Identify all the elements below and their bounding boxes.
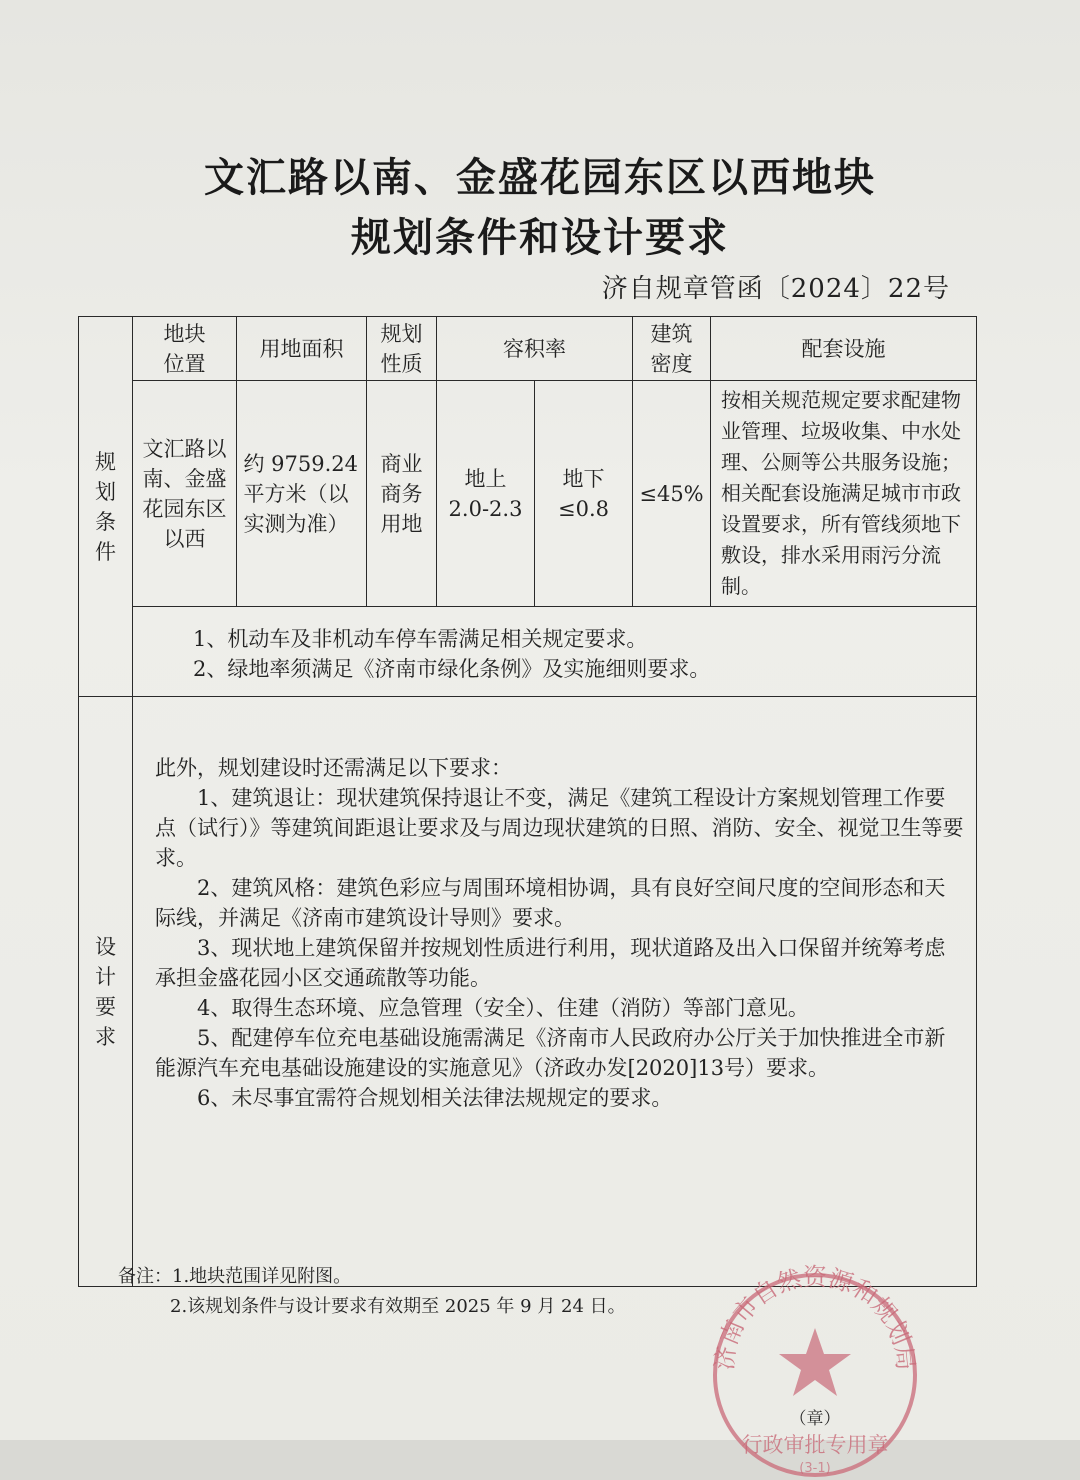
document-number: 济自规章管函〔2024〕22号 xyxy=(601,274,950,304)
header-location xyxy=(133,317,237,381)
condition-note-2: 2、绿地率须满足《济南市绿化条例》及实施细则要求。 xyxy=(193,656,711,681)
design-item-1: 1、建筑退让：现状建筑保持退让不变，满足《建筑工程设计方案规划管理工作要点（试行）》等建筑间距退让要求及与周边现状建筑的日照、消防、安全、视觉卫生等要求。 xyxy=(155,786,964,870)
footer-line-2: 2.该规划条件与设计要求有效期至 2025 年 9 月 24 日。 xyxy=(170,1296,626,1317)
header-far: 容积率 xyxy=(437,317,633,381)
header-nature-text: 规划性质 xyxy=(380,321,423,376)
condition-note-1: 1、机动车及非机动车停车需满足相关规定要求。 xyxy=(193,626,648,651)
header-area: 用地面积 xyxy=(237,317,367,381)
area-text: 约 9759.24 平方米（以实测为准） xyxy=(243,451,359,536)
cell-facilities: 按相关规范规定要求配建物业管理、垃圾收集、中水处理、公厕等公共服务设施；相关配套设施满足城市市政设置要求，所有管线须地下敷设，排水采用雨污分流制。 xyxy=(711,381,977,607)
planning-table xyxy=(78,316,977,1287)
seal-code: (3-1) xyxy=(799,1461,831,1476)
header-density xyxy=(633,317,711,381)
header-location-text: 地块位置 xyxy=(163,321,206,376)
design-intro: 此外，规划建设时还需满足以下要求： xyxy=(155,756,512,780)
design-item-6: 6、未尽事宜需符合规划相关法律法规规定的要求。 xyxy=(197,1086,673,1110)
official-seal xyxy=(700,1250,930,1480)
seal-arc-text: 济南市自然资源和规划局 xyxy=(710,1263,920,1372)
far-above-label: 地上 xyxy=(464,466,507,491)
far-below-value: ≤0.8 xyxy=(558,496,609,521)
conditions-notes xyxy=(133,607,977,697)
cell-nature xyxy=(367,381,437,607)
far-below-label: 地下 xyxy=(562,466,605,491)
design-item-5: 5、配建停车位充电基础设施需满足《济南市人民政府办公厅关于加快推进全市新能源汽车充电基础设施建设的实施意见》（济政办发[2020]13号）要求。 xyxy=(155,1026,946,1080)
seal-subtext: 行政审批专用章 xyxy=(741,1433,889,1457)
document-title-line1: 文汇路以南、金盛花园东区以西地块 xyxy=(204,154,876,201)
nature-text: 商业商务用地 xyxy=(380,451,423,536)
header-facilities: 配套设施 xyxy=(711,317,977,381)
cell-far-above xyxy=(437,381,535,607)
footer-line-1: 备注：1.地块范围详见附图。 xyxy=(118,1266,352,1287)
section1-label: 规划条件 xyxy=(95,449,116,564)
location-text: 文汇路以南、金盛花园东区以西 xyxy=(142,436,227,551)
cell-location xyxy=(133,381,237,607)
seal-center-text: （章） xyxy=(789,1409,841,1429)
design-item-3: 3、现状地上建筑保留并按规划性质进行利用，现状道路及出入口保留并统筹考虑承担金盛花园小区交通疏散等功能。 xyxy=(155,936,946,990)
cell-density: ≤45% xyxy=(633,381,711,607)
section-label-design xyxy=(79,697,133,1287)
design-requirements xyxy=(133,697,977,1287)
cell-far-below xyxy=(535,381,633,607)
header-nature xyxy=(367,317,437,381)
section2-label: 设计要求 xyxy=(95,934,116,1049)
far-above-value: 2.0-2.3 xyxy=(448,496,523,521)
document-title-line2: 规划条件和设计要求 xyxy=(351,214,729,261)
seal-star-icon xyxy=(779,1328,851,1396)
footer-notes xyxy=(118,1262,626,1322)
design-item-2: 2、建筑风格：建筑色彩应与周围环境相协调，具有良好空间尺度的空间形态和天际线，并满足《济南市建筑设计导则》要求。 xyxy=(155,876,946,930)
section-label-conditions xyxy=(79,317,133,697)
cell-area xyxy=(237,381,367,607)
header-density-text: 建筑密度 xyxy=(650,321,693,376)
design-item-4: 4、取得生态环境、应急管理（安全）、住建（消防）等部门意见。 xyxy=(197,996,809,1020)
